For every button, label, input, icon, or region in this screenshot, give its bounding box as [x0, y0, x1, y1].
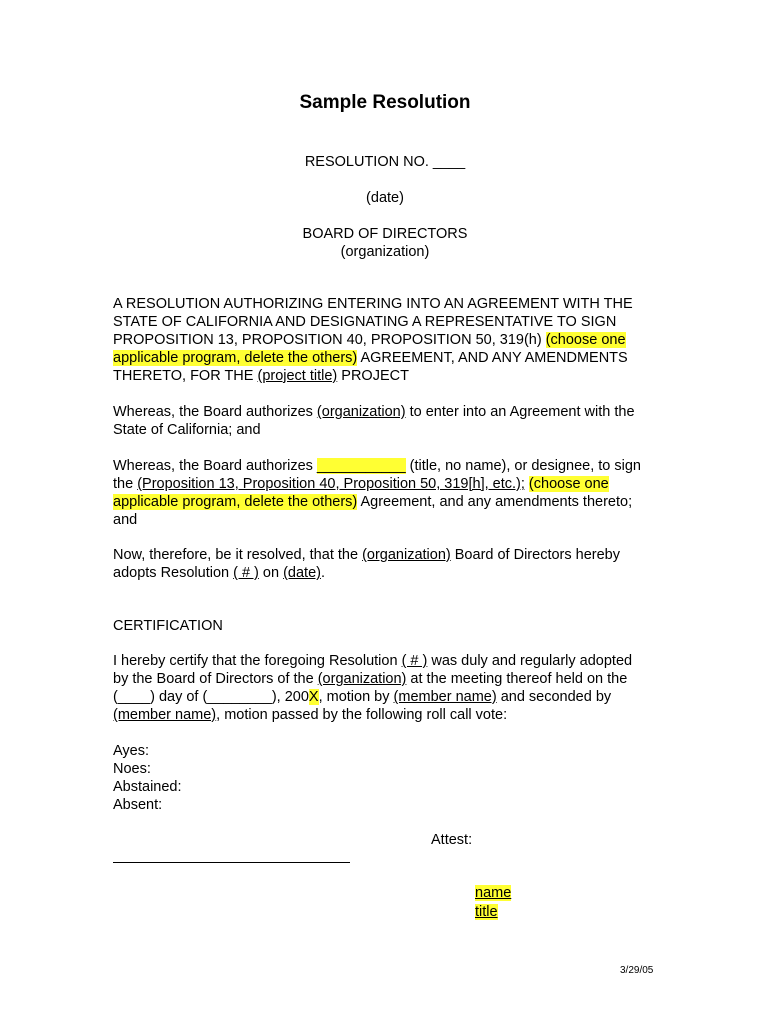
heading-text: PROJECT: [337, 368, 409, 384]
organization-placeholder: (organization): [316, 404, 406, 420]
signer-title-text: title: [475, 904, 498, 920]
year-highlight: X: [308, 689, 319, 705]
organization-placeholder: (organization): [340, 244, 430, 260]
certify-text: was duly and regularly adopted by the Board of Directors of the: [113, 653, 633, 687]
signer-name-text: name: [475, 885, 512, 901]
date-placeholder: (date): [283, 565, 321, 581]
vote-list: [113, 742, 658, 814]
certify-text: , motion by: [318, 689, 394, 705]
attest-label: Attest:: [431, 832, 473, 848]
certification-paragraph: [113, 652, 643, 724]
signature-line: [113, 862, 350, 863]
vote-ayes: Ayes:: [113, 743, 150, 759]
board-heading: BOARD OF DIRECTORS: [302, 226, 468, 242]
whereas-paragraph-1: [113, 403, 658, 439]
vote-noes: Noes:: [113, 761, 151, 777]
whereas-paragraph-2: [113, 457, 653, 529]
propositions-placeholder: (Proposition 13, Proposition 40, Proposition 50, 319[h], etc.);: [137, 476, 525, 492]
resolution-heading: [113, 295, 648, 385]
resolved-text: on: [258, 565, 284, 581]
vote-absent: Absent:: [113, 797, 163, 813]
heading-text: AGREEMENT, AND ANY AMENDMENTS THERETO, FOR THE: [113, 350, 628, 384]
resolution-number-placeholder: ( # ): [233, 565, 259, 581]
certify-text: I hereby certify that the foregoing Resolution: [113, 653, 402, 669]
resolved-text: .: [320, 565, 325, 581]
project-title-placeholder: (project title): [257, 368, 338, 384]
signer-title: [475, 903, 498, 921]
whereas-text: to enter into an Agreement with the State of California; and: [113, 404, 635, 438]
certification-heading: CERTIFICATION: [113, 618, 223, 634]
document-title: Sample Resolution: [299, 92, 471, 113]
organization-placeholder: (organization): [362, 547, 451, 563]
resolved-text: Board of Directors hereby adopts Resolution: [113, 547, 620, 581]
organization-placeholder: (organization): [317, 671, 407, 687]
highlight-choose-program: (choose one applicable program, delete the others): [113, 476, 609, 510]
member-name-placeholder: (member name): [393, 689, 497, 705]
resolved-paragraph: [113, 546, 658, 582]
title-blank: ___________: [316, 458, 406, 474]
resolution-number-placeholder: ( # ): [401, 653, 428, 669]
resolution-number: RESOLUTION NO. ____: [304, 154, 466, 170]
whereas-text: Whereas, the Board authorizes: [113, 404, 317, 420]
vote-abstained: Abstained:: [113, 779, 182, 795]
signer-name: [475, 884, 511, 902]
heading-text: A RESOLUTION AUTHORIZING ENTERING INTO AN AGREEMENT WITH THE STATE OF CALIFORNIA AND DESIGNATING A REPRESENTATIVE TO SIGN PROPOSITION 13, PROPOSITION 40, PROPOSITION 50, 319(h): [113, 296, 633, 348]
highlight-choose-program: (choose one applicable program, delete the others): [113, 332, 626, 366]
whereas-text: Whereas, the Board authorizes: [113, 458, 317, 474]
footer-date: 3/29/05: [620, 965, 654, 976]
member-name-placeholder: (member name): [113, 707, 217, 723]
whereas-text: Agreement, and any amendments thereto; and: [113, 494, 633, 528]
date-placeholder: (date): [366, 190, 404, 206]
whereas-text: (title, no name), or designee, to sign the: [113, 458, 641, 492]
certify-text: , motion passed by the following roll call vote:: [216, 707, 508, 723]
certify-text: and seconded by: [496, 689, 612, 705]
resolved-text: Now, therefore, be it resolved, that the: [113, 547, 363, 563]
certify-text: at the meeting thereof held on the (____) day of (________), 200: [113, 671, 628, 705]
